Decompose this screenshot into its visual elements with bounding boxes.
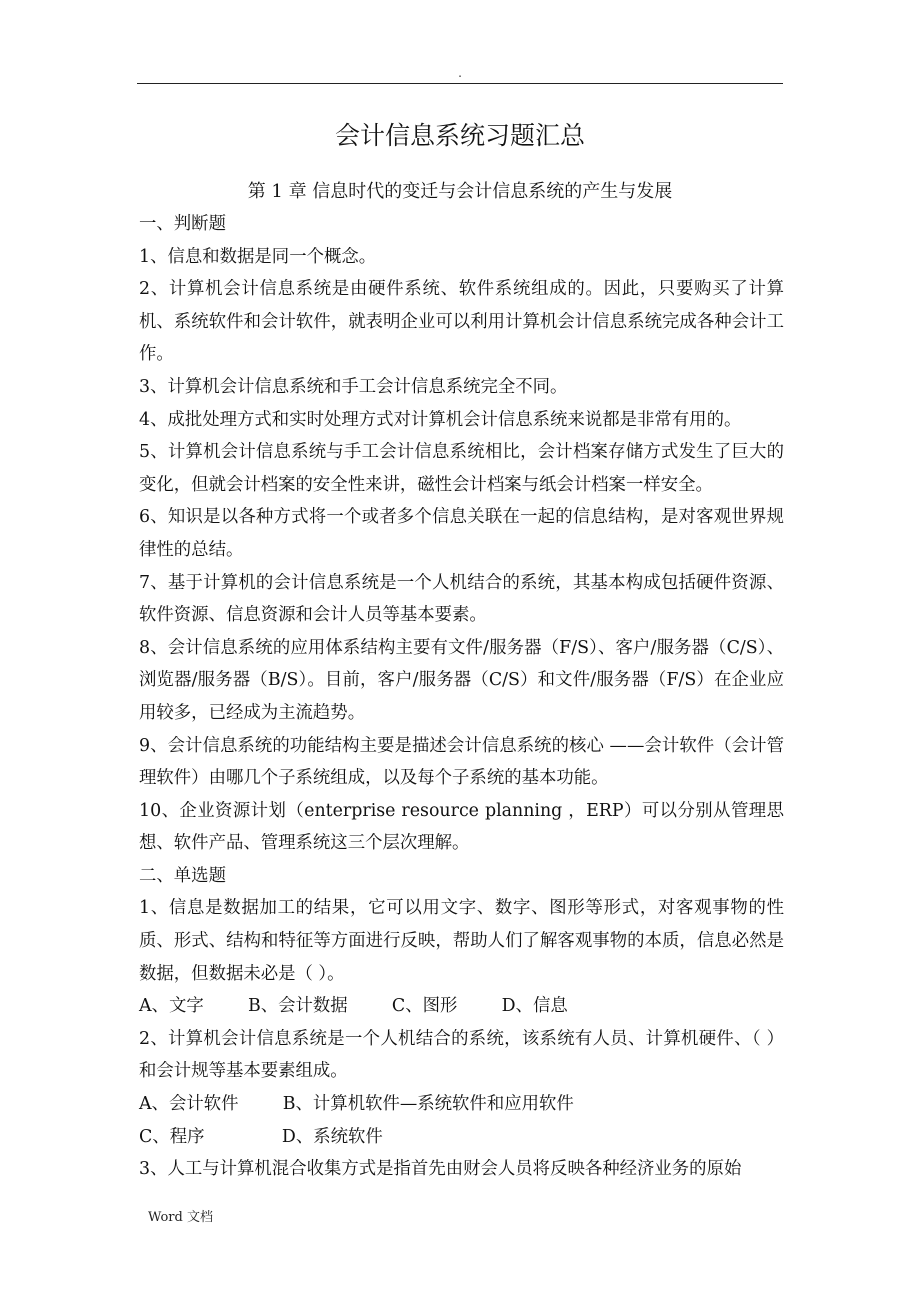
true-false-item-8: 8、会计信息系统的应用体系结构主要有文件/服务器（F/S）、客户/服务器（C/S）、浏览器/服务器（B/S）。目前，客户/服务器（C/S）和文件/服务器（F/S）在企业应用较多，已经成为主流趋势。 <box>139 637 784 723</box>
header-dot: . <box>458 66 462 80</box>
single-choice-question-1: 1、信息是数据加工的结果，它可以用文字、数字、图形等形式，对客观事物的性质、形式、结构和特征等方面进行反映，帮助人们了解客观事物的本质，信息必然是数据，但数据未必是（ ）。 <box>139 898 784 984</box>
single-choice-options-2b: C、程序 D、系统软件 <box>139 1126 383 1147</box>
single-choice-question-3: 3、人工与计算机混合收集方式是指首先由财会人员将反映各种经济业务的原始 <box>139 1159 742 1180</box>
single-choice-options-1: A、文字 B、会计数据 C、图形 D、信息 <box>139 996 568 1017</box>
header-rule <box>137 83 783 84</box>
section-heading-true-false: 一、判断题 <box>139 214 226 234</box>
true-false-item-7: 7、基于计算机的会计信息系统是一个人机结合的系统，其基本构成包括硬件资源、软件资源、信息资源和会计人员等基本要素。 <box>139 572 784 626</box>
true-false-item-1: 1、信息和数据是同一个概念。 <box>139 246 377 267</box>
single-choice-question-2: 2、计算机会计信息系统是一个人机结合的系统，该系统有人员、计算机硬件、（ ）和会计规等基本要素组成。 <box>139 1028 784 1082</box>
section-heading-single-choice: 二、单选题 <box>139 865 226 886</box>
true-false-item-10: 10、企业资源计划（enterprise resource planning ，ERP）可以分别从管理思想、软件产品、管理系统这三个层次理解。 <box>139 800 784 854</box>
true-false-item-4: 4、成批处理方式和实时处理方式对计算机会计信息系统来说都是非常有用的。 <box>139 409 742 430</box>
true-false-item-6: 6、知识是以各种方式将一个或者多个信息关联在一起的信息结构，是对客观世界规律性的总结。 <box>139 507 784 560</box>
document-body <box>139 208 784 1186</box>
footer-label: Word 文档 <box>148 1210 213 1225</box>
true-false-item-2: 2、计算机会计信息系统是由硬件系统、软件系统组成的。因此，只要购买了计算机、系统软件和会计软件，就表明企业可以利用计算机会计信息系统完成各种会计工作。 <box>139 279 784 365</box>
true-false-item-5: 5、计算机会计信息系统与手工会计信息系统相比，会计档案存储方式发生了巨大的变化，但就会计档案的安全性来讲，磁性会计档案与纸会计档案一样安全。 <box>139 442 784 495</box>
true-false-item-3: 3、计算机会计信息系统和手工会计信息系统完全不同。 <box>139 376 568 397</box>
single-choice-options-2a: A、会计软件 B、计算机软件—系统软件和应用软件 <box>139 1094 574 1115</box>
chapter-title: 第 1 章 信息时代的变迁与会计信息系统的产生与发展 <box>247 181 673 202</box>
true-false-item-9: 9、会计信息系统的功能结构主要是描述会计信息系统的核心 ——会计软件（会计管理软件）由哪几个子系统组成，以及每个子系统的基本功能。 <box>139 735 784 789</box>
page-title: 会计信息系统习题汇总 <box>334 121 585 150</box>
